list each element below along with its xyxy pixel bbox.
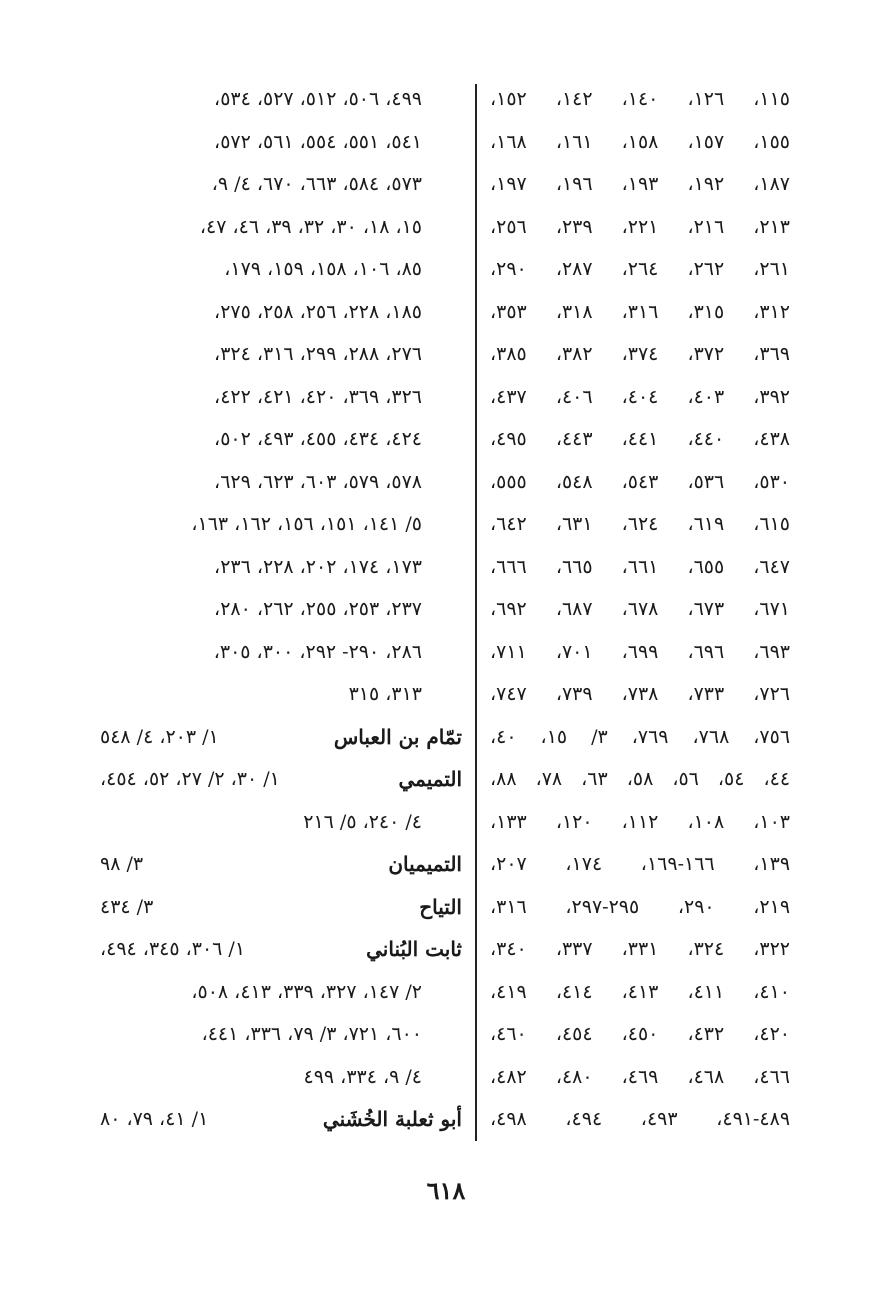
- entry-name: تمّام بن العباس: [333, 724, 462, 749]
- index-line: ٦٩٣، ٦٩٦، ٦٩٩، ٧٠١، ٧١١،: [490, 640, 791, 663]
- index-line: ٤٢٤، ٤٣٤، ٤٥٥، ٤٩٣، ٥٠٢،: [214, 428, 422, 450]
- index-line: ٢١٩، ٢٩٠، ٢٩٥-٢٩٧، ٣١٦،: [490, 895, 791, 918]
- entry-name: التميمي: [398, 767, 462, 791]
- index-line: ١١٥، ١٢٦، ١٤٠، ١٤٢، ١٥٢،: [490, 88, 791, 110]
- index-line: ١٨٧، ١٩٢، ١٩٣، ١٩٦، ١٩٧،: [490, 173, 791, 195]
- index-line: ٦١٥، ٦١٩، ٦٢٤، ٦٣١، ٦٤٢،: [490, 513, 791, 535]
- entry-name: التياح: [419, 894, 462, 919]
- index-line: ١٠٣، ١٠٨، ١١٢، ١٢٠، ١٣٣،: [490, 810, 791, 833]
- index-line: ٢٨٦، ٢٩٠- ٢٩٢، ٣٠٠، ٣٠٥،: [213, 640, 422, 663]
- index-line: ٤٨٩-٤٩١، ٤٩٣، ٤٩٤، ٤٩٨،: [490, 1108, 791, 1130]
- index-column-left: [100, 78, 462, 1141]
- index-line: ٣١٢، ٣١٥، ٣١٦، ٣١٨، ٣٥٣،: [490, 300, 791, 323]
- index-line: ٤٦٦، ٤٦٨، ٤٦٩، ٤٨٠، ٤٨٢،: [490, 1065, 791, 1088]
- index-line: ٧٥٦، ٧٦٨، ٧٦٩، ٣/ ١٥، ٤٠،: [490, 725, 791, 748]
- index-entry-abu-thalaba: [100, 1098, 462, 1141]
- entry-name: أبو ثعلبة الخُشَني: [322, 1107, 462, 1131]
- entry-refs: ١/ ٣٠٦، ٣٤٥، ٤٩٤،: [100, 938, 246, 960]
- column-divider: [475, 84, 477, 1141]
- index-line: ٣٩٢، ٤٠٣، ٤٠٤، ٤٠٦، ٤٣٧،: [490, 385, 791, 408]
- index-line: ٢/ ١٤٧، ٣٢٧، ٣٣٩، ٤١٣، ٥٠٨،: [191, 980, 422, 1003]
- entry-name: التميميان: [388, 852, 462, 876]
- entry-refs: ٣/ ٤٣٤: [100, 895, 154, 918]
- index-line: ٣٢٢، ٣٢٤، ٣٣١، ٣٣٧، ٣٤٠،: [490, 938, 791, 960]
- index-entry-tamimi: [100, 758, 462, 801]
- index-line: ١٨٥، ٢٢٨، ٢٥٦، ٢٥٨، ٢٧٥،: [214, 300, 422, 323]
- index-line: ٢١٣، ٢١٦، ٢٢١، ٢٣٩، ٢٥٦،: [490, 215, 791, 238]
- index-entry-tammam: [100, 716, 462, 759]
- index-line: ٤٩٩، ٥٠٦، ٥١٢، ٥٢٧، ٥٣٤،: [214, 88, 422, 110]
- index-line: ٣٦٩، ٣٧٢، ٣٧٤، ٣٨٢، ٣٨٥،: [490, 343, 791, 365]
- index-line: ٦٧١، ٦٧٣، ٦٧٨، ٦٨٧، ٦٩٢،: [490, 598, 791, 620]
- entry-name: ثابت البُناني: [366, 937, 462, 961]
- index-line: ٣١٣، ٣١٥: [348, 683, 422, 705]
- index-line: ١٣٩، ١٦٦-١٦٩، ١٧٤، ٢٠٧،: [490, 853, 791, 875]
- index-line: ٥٧٣، ٥٨٤، ٦٦٣، ٦٧٠، ٤/ ٩،: [211, 173, 422, 195]
- index-line: ٦٠٠، ٧٢١، ٣/ ٧٩، ٣٣٦، ٤٤١،: [201, 1023, 422, 1045]
- entry-refs: ١/ ٤١، ٧٩، ٨٠: [100, 1108, 209, 1130]
- index-line: ٥٣٠، ٥٣٦، ٥٤٣، ٥٤٨، ٥٥٥،: [490, 470, 791, 493]
- index-line: ٤٣٨، ٤٤٠، ٤٤١، ٤٤٣، ٤٩٥،: [490, 428, 791, 450]
- index-entry-tayyah: [100, 886, 462, 929]
- index-line: ٢٧٦، ٢٨٨، ٢٩٩، ٣١٦، ٣٢٤،: [214, 343, 422, 365]
- index-line: ١٥، ١٨، ٣٠، ٣٢، ٣٩، ٤٦، ٤٧،: [199, 215, 422, 238]
- index-line: ٥/ ١٤١، ١٥١، ١٥٦، ١٦٢، ١٦٣،: [191, 513, 422, 535]
- page-number: ٦١٨: [426, 1176, 466, 1205]
- index-line: ٦٤٧، ٦٥٥، ٦٦١، ٦٦٥، ٦٦٦،: [490, 555, 791, 578]
- index-line: ٥٧٨، ٥٧٩، ٦٠٣، ٦٢٣، ٦٢٩،: [214, 470, 422, 493]
- entry-refs: ١/ ٣٠، ٢/ ٢٧، ٥٢، ٤٥٤،: [100, 768, 280, 790]
- index-line: ١٧٣، ١٧٤، ٢٠٢، ٢٢٨، ٢٣٦،: [214, 555, 422, 578]
- index-column-right: [490, 78, 790, 1141]
- index-line: ٤٤، ٥٤، ٥٦، ٥٨، ٦٣، ٧٨، ٨٨،: [490, 768, 791, 790]
- entry-refs: ٣/ ٩٨: [100, 853, 144, 875]
- index-line: ٢٦١، ٢٦٢، ٢٦٤، ٢٨٧، ٢٩٠،: [490, 258, 791, 280]
- index-line: ٤/ ٢٤٠، ٥/ ٢١٦: [303, 810, 422, 833]
- index-line: ٣٢٦، ٣٦٩، ٤٢٠، ٤٢١، ٤٢٢،: [214, 385, 422, 408]
- index-line: ٥٤١، ٥٥١، ٥٥٤، ٥٦١، ٥٧٢،: [214, 130, 422, 153]
- index-line: ٧٢٦، ٧٣٣، ٧٣٨، ٧٣٩، ٧٤٧،: [490, 683, 791, 705]
- index-line: ٨٥، ١٠٦، ١٥٨، ١٥٩، ١٧٩،: [224, 258, 422, 280]
- index-line: ٤/ ٩، ٣٣٤، ٤٩٩: [303, 1065, 422, 1088]
- index-line: ٢٣٧، ٢٥٣، ٢٥٥، ٢٦٢، ٢٨٠،: [214, 598, 422, 620]
- index-entry-tamimiyan: [100, 843, 462, 886]
- index-line: ٤١٠، ٤١١، ٤١٣، ٤١٤، ٤١٩،: [490, 980, 791, 1003]
- index-entry-thabit: [100, 928, 462, 971]
- entry-refs: ١/ ٢٠٣، ٤/ ٥٤٨: [100, 725, 219, 748]
- index-line: ٤٢٠، ٤٣٢، ٤٥٠، ٤٥٤، ٤٦٠،: [490, 1023, 791, 1045]
- index-line: ١٥٥، ١٥٧، ١٥٨، ١٦١، ١٦٨،: [490, 130, 791, 153]
